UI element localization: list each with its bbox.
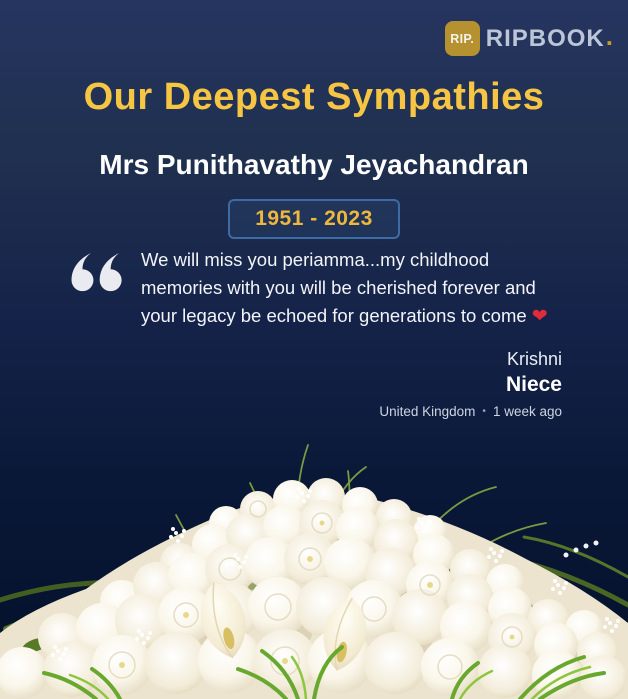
tribute-location: United Kingdom: [379, 404, 476, 419]
page-title: Our Deepest Sympathies: [83, 76, 545, 118]
tribute-meta: [379, 404, 562, 419]
brand-logo: [445, 21, 613, 56]
brand-dot: .: [605, 21, 613, 51]
flower-arrangement-image: [0, 437, 628, 699]
life-years-row: [0, 199, 628, 239]
rip-badge-label: RIP.: [450, 31, 475, 46]
dot-separator-icon: •: [482, 406, 486, 417]
heart-icon: ❤: [531, 306, 548, 328]
tribute-author: Krishni: [506, 349, 562, 369]
open-quote-icon: [66, 251, 124, 299]
tribute-message-text: We will miss you periamma...my childhood memories with you will be cherished forever and your legacy be echoed for generations to come: [141, 249, 536, 327]
tribute-quote: [66, 246, 570, 332]
deceased-name: Mrs Punithavathy Jeyachandran: [99, 149, 529, 180]
life-years-badge: 1951 - 2023: [228, 199, 400, 239]
rip-badge-icon: [445, 21, 480, 56]
tribute-attribution: [379, 349, 562, 419]
tribute-relation: Niece: [505, 373, 562, 396]
tribute-message: [141, 246, 570, 332]
brand-name: RIPBOOK: [485, 24, 605, 52]
tribute-time-ago: 1 week ago: [492, 404, 562, 419]
